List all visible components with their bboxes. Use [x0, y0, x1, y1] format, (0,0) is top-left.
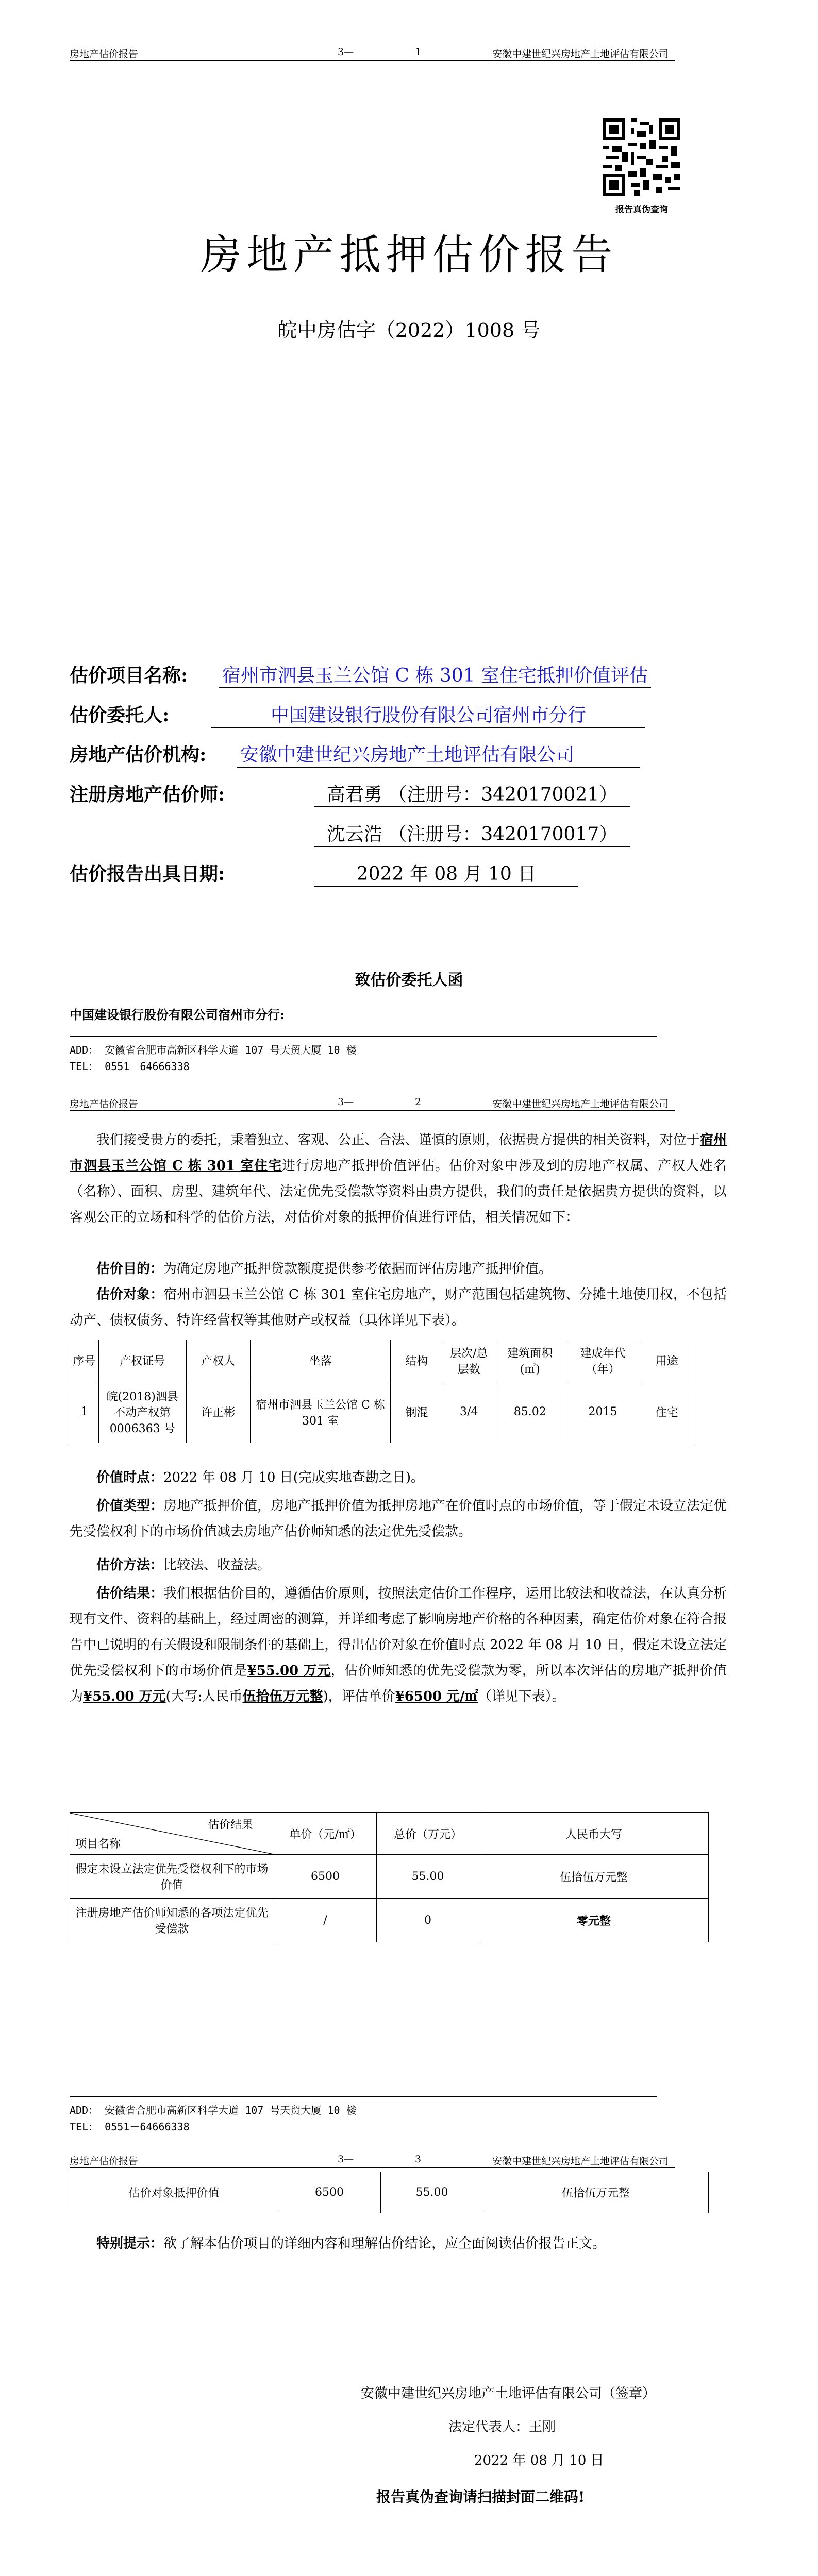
table-row: [70, 2172, 709, 2213]
th-location: 坐落: [250, 1340, 390, 1381]
row-words: 伍拾伍万元整: [479, 1855, 709, 1899]
table-row: [70, 1381, 693, 1443]
header-right: 安徽中建世纪兴房地产土地评估有限公司: [492, 48, 669, 60]
qr-caption: 报告真伪查询: [615, 205, 668, 215]
document-number: 皖中房估字（2022）1008 号: [277, 319, 541, 342]
result-words: 伍拾伍万元整: [242, 1689, 323, 1704]
intro-text-1: 我们接受贵方的委托，秉着独立、客观、公正、合法、谨慎的原则，依据贵方提供的相关资料，对位于: [96, 1132, 700, 1148]
row-words: 零元整: [479, 1899, 709, 1942]
header-page-number: 2: [415, 1096, 422, 1108]
row-name: 估价对象抵押价值: [70, 2172, 278, 2213]
object-text: 宿州市泗县玉兰公馆 C 栋 301 室住宅房地产，财产范围包括建筑物、分摊土地使用权，不包括动产、债权债务、特许经营权等其他财产或权益（具体详见下表）。: [70, 1287, 727, 1328]
result-text-3: (大写:人民币: [165, 1689, 243, 1704]
value-date-paragraph: [70, 1465, 727, 1490]
header-right: 安徽中建世纪兴房地产土地评估有限公司: [492, 2156, 669, 2167]
row-name: 假定未设立法定优先受偿权利下的市场价值: [70, 1855, 274, 1899]
qr-code-icon[interactable]: [603, 118, 680, 196]
result-text-4: )，评估单价: [323, 1689, 395, 1704]
td-use: 住宅: [641, 1381, 693, 1443]
result-market-value: ¥55.00 万元: [247, 1663, 331, 1679]
letter-heading: 致估价委托人函: [355, 971, 463, 989]
result-table-corner: [70, 1813, 274, 1855]
signature-date: 2022 年 08 月 10 日: [474, 2453, 604, 2468]
result-unit-price: ¥6500 元/㎡: [395, 1689, 478, 1704]
td-area: 85.02: [495, 1381, 565, 1443]
header-mid: 3—: [338, 46, 354, 58]
verify-note: 报告真伪查询请扫描封面二维码!: [376, 2488, 585, 2505]
object-label: 估价对象：: [96, 1287, 164, 1302]
report-title: 房地产抵押估价报告: [200, 231, 618, 279]
purpose-label: 估价目的：: [96, 1261, 164, 1277]
special-note-paragraph: [70, 2231, 727, 2257]
header-left: 房地产估价报告: [70, 48, 139, 60]
page-footer: [70, 1036, 657, 1075]
header-mid: 3—: [338, 1096, 354, 1108]
report-date-value: 2022 年 08 月 10 日: [314, 859, 578, 887]
header-left: 房地产估价报告: [70, 1098, 139, 1110]
footer-tel: TEL： 0551－64666338: [70, 1060, 190, 1073]
result-label: 估价结果：: [96, 1586, 164, 1601]
table-header-row: [70, 1340, 693, 1381]
method-paragraph: [70, 1552, 727, 1578]
th-use: 用途: [641, 1340, 693, 1381]
row-unit: 6500: [278, 2172, 381, 2213]
header-page-number: 1: [415, 46, 422, 58]
result-text-1: 我们根据估价目的，遵循估价原则，按照法定估价工作程序，运用比较法和收益法，在认真分析现有文件、资料的基础上，经过周密的测算，并详细考虑了影响房地产价格的各种因素，确定估价对象在符合报告中已说明的有关假设和限制条件的基础上，得出估价对象在价值时点 2022 年 08 月 10 日，假定未设立法定优先受偿权利下的市场价值是: [70, 1586, 727, 1679]
row-words: 伍拾伍万元整: [483, 2172, 709, 2213]
header-right: 安徽中建世纪兴房地产土地评估有限公司: [492, 1098, 669, 1110]
page-1: [0, 0, 818, 1077]
method-text: 比较法、收益法。: [163, 1557, 271, 1573]
td-cert: 皖(2018)泗县不动产权第0006363 号: [98, 1381, 186, 1443]
value-date-text: 2022 年 08 月 10 日(完成实地查勘之日)。: [163, 1470, 424, 1485]
value-type-label: 价值类型：: [96, 1498, 164, 1514]
table-row: [70, 1855, 709, 1899]
header-mid: 3—: [338, 2154, 354, 2165]
result-text-5: （详见下表）。: [478, 1689, 565, 1704]
th-cert: 产权证号: [98, 1340, 186, 1381]
result-table: [70, 1812, 709, 1942]
td-location: 宿州市泗县玉兰公馆 C 栋 301 室: [250, 1381, 390, 1443]
th-floor: 层次/总层数: [443, 1340, 495, 1381]
value-type-paragraph: [70, 1493, 727, 1545]
property-table: [70, 1340, 693, 1443]
page-3: [0, 2146, 818, 2576]
row-total: 55.00: [381, 2172, 483, 2213]
appraiser-2: 沈云浩 （注册号：3420170017）: [314, 820, 630, 847]
object-paragraph: [70, 1282, 727, 1333]
footer-address: ADD： 安徽省合肥市高新区科学大道 107 号天贸大厦 10 楼: [70, 1044, 357, 1056]
result-paragraph: [70, 1581, 727, 1709]
page-header: [70, 46, 675, 61]
result-table-continued: [70, 2172, 709, 2213]
td-year: 2015: [565, 1381, 641, 1443]
th-structure: 结构: [391, 1340, 443, 1381]
special-note-label: 特别提示：: [96, 2236, 164, 2251]
page-footer: [70, 2096, 657, 2135]
row-unit: /: [274, 1899, 377, 1942]
agency-value: 安徽中建世纪兴房地产土地评估有限公司: [237, 740, 640, 768]
intro-subject: 宿州市泗县玉兰公馆 C 栋 301 室住宅: [70, 1132, 727, 1174]
row-total: 55.00: [377, 1855, 479, 1899]
special-note-text: 欲了解本估价项目的详细内容和理解估价结论，应全面阅读估价报告正文。: [163, 2236, 606, 2251]
td-owner: 许正彬: [186, 1381, 250, 1443]
appraiser-1: 高君勇 （注册号：3420170021）: [314, 780, 630, 807]
row-name: 注册房地产估价师知悉的各项法定优先受偿款: [70, 1899, 274, 1942]
footer-tel: TEL： 0551－64666338: [70, 2121, 190, 2133]
th-owner: 产权人: [186, 1340, 250, 1381]
appraiser-label: 注册房地产估价师:: [70, 784, 225, 805]
letter-addressee: 中国建设银行股份有限公司宿州市分行:: [70, 1007, 285, 1022]
result-table-header: [70, 1813, 709, 1855]
value-type-text: 房地产抵押价值，房地产抵押价值为抵押房地产在价值时点的市场价值，等于假定未设立法定优先受偿权利下的市场价值减去房地产估价师知悉的法定优先受偿款。: [70, 1498, 727, 1539]
th-area: 建筑面积(㎡): [495, 1340, 565, 1381]
page-header: [70, 2154, 675, 2168]
header-left: 房地产估价报告: [70, 2156, 139, 2167]
result-mortgage-value: ¥55.00 万元: [83, 1689, 166, 1704]
th-year: 建成年代（年）: [565, 1340, 641, 1381]
col-unit-price: 单价（元/㎡）: [274, 1813, 377, 1855]
header-page-number: 3: [415, 2154, 422, 2165]
th-seq: 序号: [70, 1340, 99, 1381]
intro-paragraph: [70, 1127, 727, 1230]
result-text-2: ，估价师知悉的优先受偿款为零，所以本次评估的房地产抵押价值为: [70, 1663, 727, 1704]
intro-text-2: 进行房地产抵押价值评估。估价对象中涉及到的房地产权属、产权人姓名（名称）、面积、房型、建筑年代、法定优先受偿款等资料由贵方提供，我们的责任是依据贵方提供的资料，以客观公正的立场和科学的估价方法，对估价对象的抵押价值进行评估，相关情况如下：: [70, 1158, 727, 1225]
footer-address: ADD： 安徽省合肥市高新区科学大道 107 号天贸大厦 10 楼: [70, 2104, 357, 2116]
client-label: 估价委托人:: [70, 704, 170, 726]
corner-top-label: 估价结果: [207, 1819, 253, 1832]
td-floor: 3/4: [443, 1381, 495, 1443]
row-total: 0: [377, 1899, 479, 1942]
client-value: 中国建设银行股份有限公司宿州市分行: [211, 701, 645, 728]
purpose-text: 为确定房地产抵押贷款额度提供参考依据而评估房地产抵押价值。: [163, 1261, 553, 1277]
page-header: [70, 1096, 675, 1111]
corner-bottom-label: 项目名称: [75, 1838, 121, 1851]
table-row: [70, 1899, 709, 1942]
project-name-label: 估价项目名称:: [70, 665, 188, 686]
td-structure: 钢混: [391, 1381, 443, 1443]
method-label: 估价方法：: [96, 1557, 164, 1573]
col-words: 人民币大写: [479, 1813, 709, 1855]
company-signature: 安徽中建世纪兴房地产土地评估有限公司（签章）: [361, 2386, 656, 2401]
value-date-label: 价值时点：: [96, 1470, 164, 1485]
agency-label: 房地产估价机构:: [70, 744, 207, 766]
row-unit: 6500: [274, 1855, 377, 1899]
legal-representative: 法定代表人：王刚: [448, 2419, 556, 2435]
purpose-paragraph: [70, 1256, 727, 1282]
report-date-label: 估价报告出具日期:: [70, 863, 225, 885]
project-name-value: 宿州市泗县玉兰公馆 C 栋 301 室住宅抵押价值评估: [219, 661, 651, 688]
td-seq: 1: [70, 1381, 99, 1443]
col-total-price: 总价（万元）: [377, 1813, 479, 1855]
page-2: [0, 1086, 818, 2137]
